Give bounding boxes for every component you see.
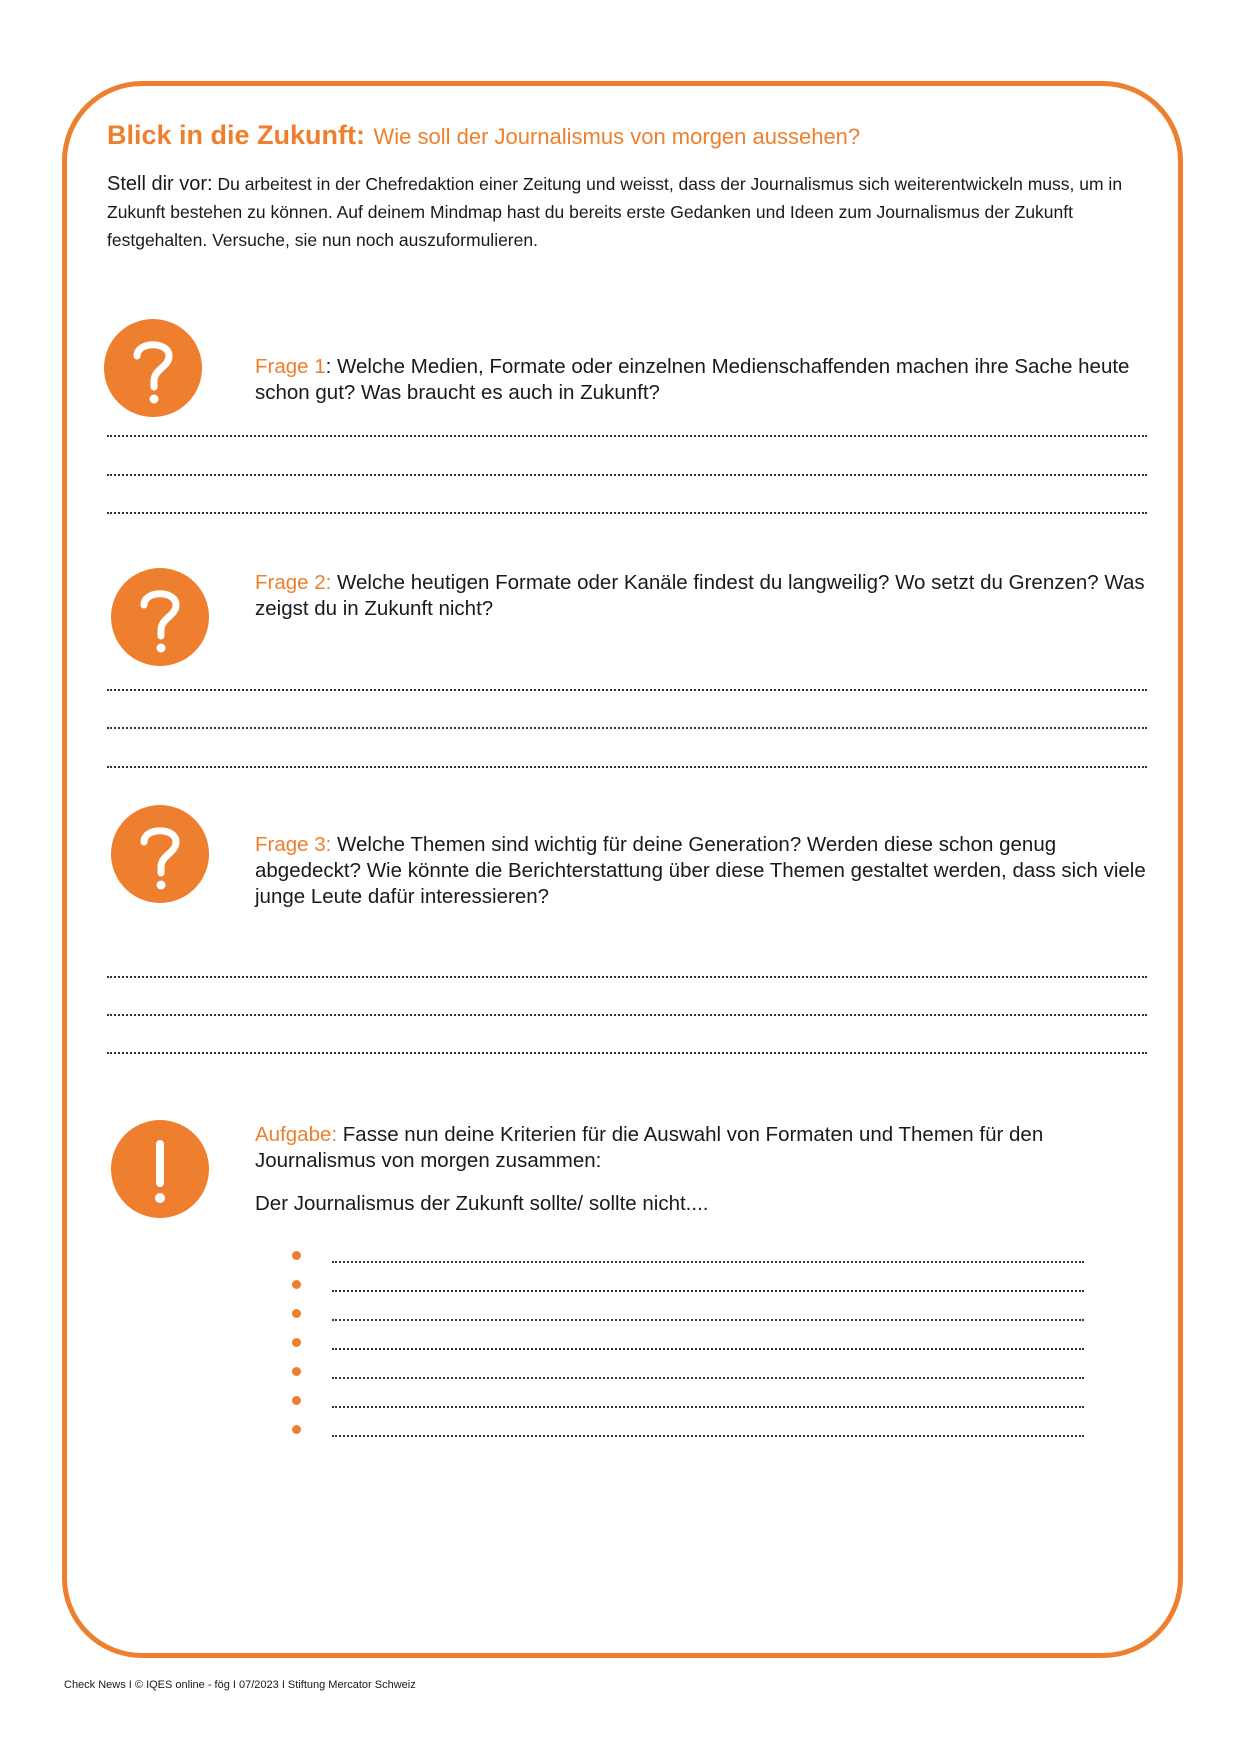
answer-line[interactable] [107,512,1147,514]
answer-line[interactable] [332,1290,1084,1292]
question-2-label: Frage 2: [255,571,332,594]
question-icon [111,568,209,666]
answer-line[interactable] [107,1052,1147,1054]
bullet-icon [292,1280,301,1289]
answer-line[interactable] [107,727,1147,729]
question-1-text: Frage 1: Welche Medien, Formate oder einzelnen Medienschaffenden machen ihre Sache heute schon gut? Was braucht es auch in Zukunft? [255,355,1130,404]
bullet-icon [292,1396,301,1405]
task-prompt: Der Journalismus der Zukunft sollte/ sollte nicht.... [255,1192,709,1215]
answer-line[interactable] [332,1377,1084,1379]
answer-line[interactable] [332,1406,1084,1408]
title-subtitle: Wie soll der Journalismus von morgen aussehen? [373,124,861,149]
task-label: Aufgabe: [255,1123,338,1146]
question-3-label: Frage 3: [255,833,332,856]
page-title [107,120,860,151]
answer-line[interactable] [107,689,1147,691]
question-1-label: Frage 1 [255,355,326,378]
answer-line[interactable] [107,976,1147,978]
title-main: Blick in die Zukunft: [107,120,366,150]
answer-line[interactable] [107,474,1147,476]
question-icon [104,319,202,417]
answer-line[interactable] [332,1261,1084,1263]
question-icon [111,805,209,903]
answer-line[interactable] [332,1348,1084,1350]
footer-credit: Check News I © IQES online - fög I 07/2023 I Stiftung Mercator Schweiz [64,1679,416,1691]
task-text: Aufgabe: Fasse nun deine Kriterien für die Auswahl von Formaten und Themen für den Journalismus von morgen zusammen: [255,1123,1044,1172]
question-3-text: Frage 3: Welche Themen sind wichtig für deine Generation? Werden diese schon genug abgedeckt? Wie könnte die Berichterstattung über diese Themen gestaltet werden, dass sich viele junge Leute dafür interessieren? [255,833,1146,908]
answer-line[interactable] [332,1319,1084,1321]
answer-line[interactable] [332,1435,1084,1437]
intro-lead: Stell dir vor: [107,173,213,195]
bullet-icon [292,1251,301,1260]
answer-line[interactable] [107,1014,1147,1016]
bullet-icon [292,1367,301,1376]
bullet-icon [292,1309,301,1318]
question-2-text: Frage 2: Welche heutigen Formate oder Kanäle findest du langweilig? Wo setzt du Grenzen? Was zeigst du in Zukunft nicht? [255,571,1145,620]
answer-line[interactable] [107,435,1147,437]
bullet-icon [292,1425,301,1434]
intro-text: Du arbeitest in der Chefredaktion einer Zeitung und weisst, dass der Journalismus sich weiterentwickeln muss, um in Zukunft bestehen zu können. Auf deinem Mindmap hast du bereits erste Gedanken und Ideen zum Journalismus der Zukunft festgehalten. Versuche, sie nun noch auszuformulieren. [107,174,1123,250]
bullet-icon [292,1338,301,1347]
answer-line[interactable] [107,766,1147,768]
exclamation-icon [111,1120,209,1218]
intro-paragraph [107,170,1137,254]
